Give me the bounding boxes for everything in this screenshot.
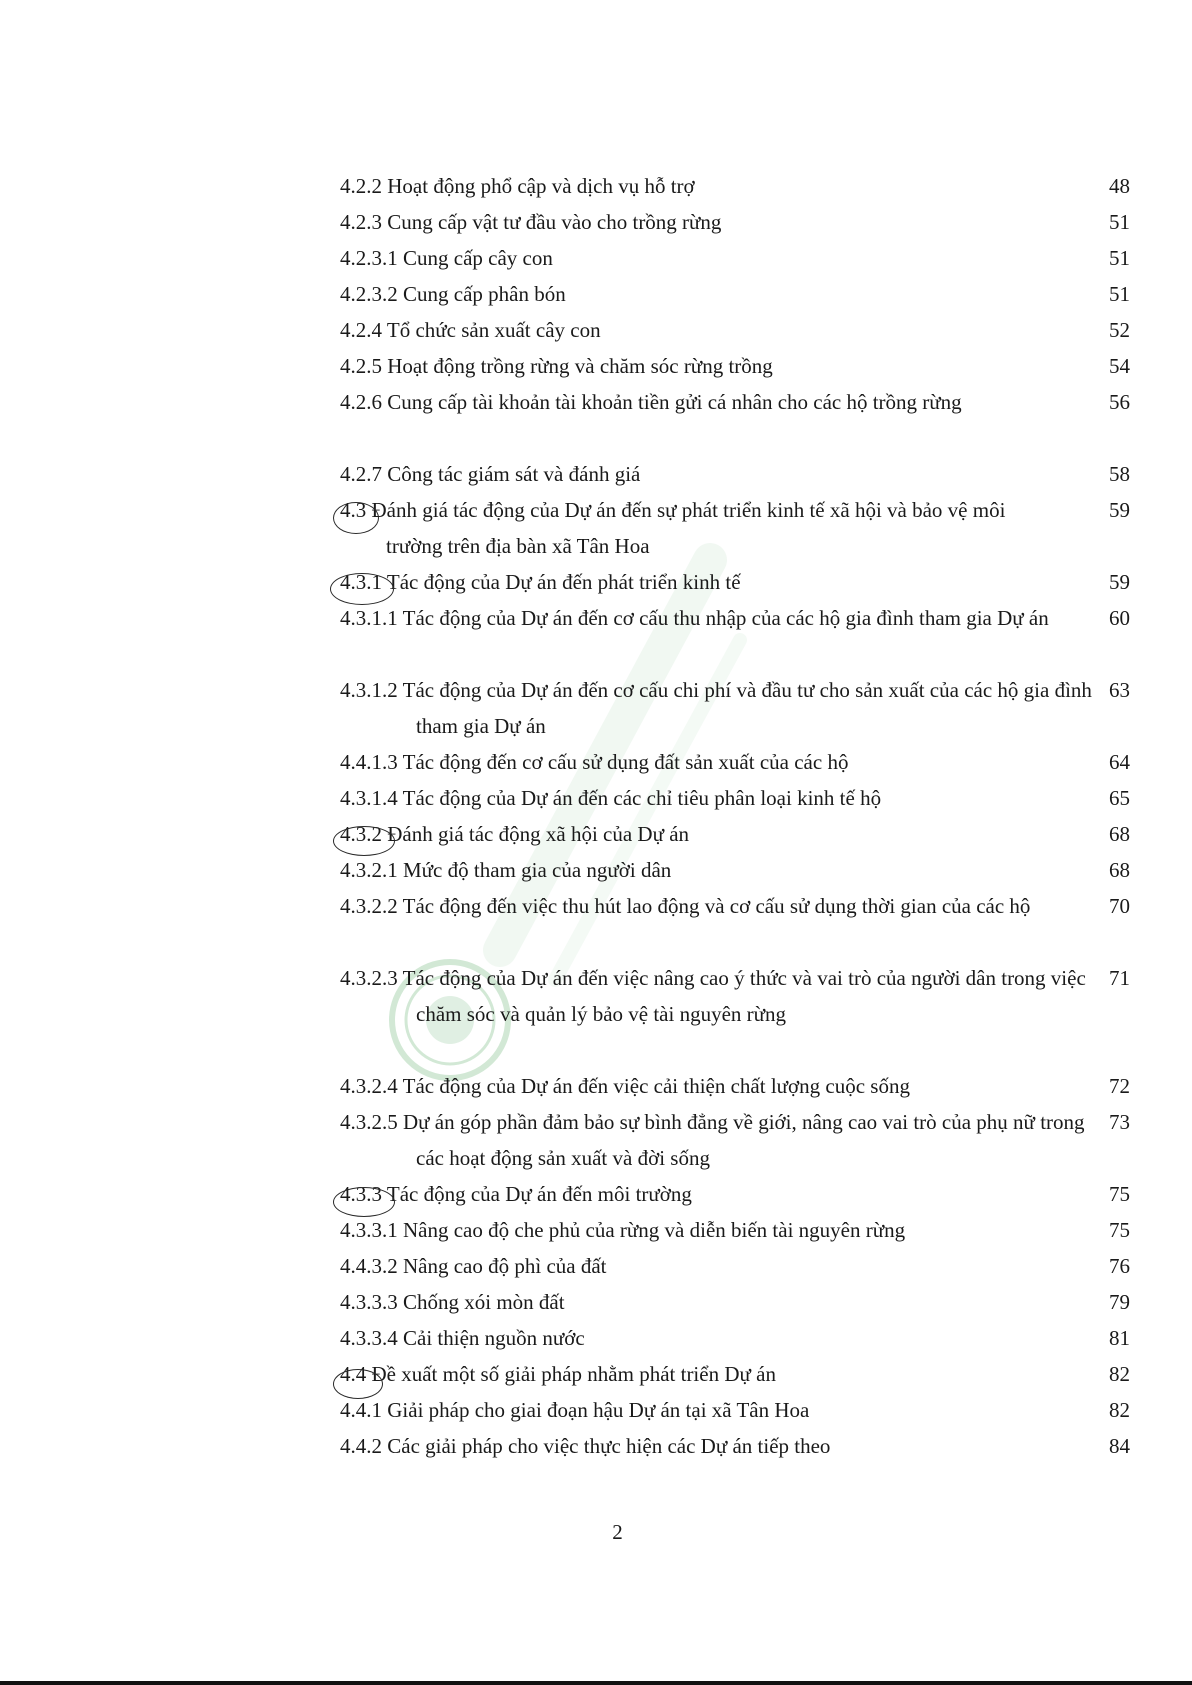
toc-entry-page: 75	[1109, 1182, 1130, 1206]
toc-entry-page: 51	[1109, 210, 1130, 234]
toc-entry-page: 84	[1109, 1434, 1130, 1458]
toc-entry[interactable]	[340, 960, 1130, 1032]
page-number: 2	[612, 1520, 623, 1544]
toc-entry-title: 4.4.2 Các giải pháp cho việc thực hiện các Dự án tiếp theo	[340, 1434, 831, 1458]
toc-entry-title: 4.3.2.3 Tác động của Dự án đến việc nâng cao ý thức và vai trò của người dân trong việc chăm sóc và quản lý bảo vệ tài nguyên rừng	[340, 966, 1086, 1026]
toc-entry-title: 4.3.2 Đánh giá tác động xã hội của Dự án	[340, 822, 690, 846]
toc-entry-title: 4.4.1.3 Tác động đến cơ cấu sử dụng đất sản xuất của các hộ	[340, 750, 849, 774]
toc-entry-title: 4.2.2 Hoạt động phổ cập và dịch vụ hỗ trợ	[340, 174, 695, 198]
toc-entry-page: 51	[1109, 246, 1130, 270]
toc-entry[interactable]	[340, 780, 1130, 816]
toc-entry-page: 82	[1109, 1362, 1130, 1386]
toc-entry[interactable]	[340, 384, 1130, 420]
toc-entry-title: 4.4.1 Giải pháp cho giai đoạn hậu Dự án tại xã Tân Hoa	[340, 1398, 810, 1422]
toc-entry-title: 4.2.4 Tổ chức sản xuất cây con	[340, 318, 601, 342]
toc-entry[interactable]	[340, 1068, 1130, 1104]
toc-entry-title: 4.3.3.3 Chống xói mòn đất	[340, 1290, 565, 1314]
toc-entry[interactable]	[340, 204, 1130, 240]
toc-entry-page: 64	[1109, 750, 1130, 774]
toc-entry[interactable]	[340, 744, 1130, 780]
toc-entry-page: 76	[1109, 1254, 1130, 1278]
toc-entry-title: 4.2.6 Cung cấp tài khoản tài khoản tiền gửi cá nhân cho các hộ trồng rừng	[340, 390, 962, 414]
toc-entry-page: 75	[1109, 1218, 1130, 1242]
toc-entry[interactable]	[340, 600, 1130, 636]
toc-entry-title: 4.3 Đánh giá tác động của Dự án đến sự phát triển kinh tế xã hội và bảo vệ môi trường trên địa bàn xã Tân Hoa	[340, 498, 1006, 558]
toc-entry[interactable]	[340, 1248, 1130, 1284]
toc-entry-title: 4.4 Đề xuất một số giải pháp nhằm phát triển Dự án	[340, 1362, 776, 1386]
toc-entry[interactable]	[340, 1176, 1130, 1212]
toc-entry[interactable]	[340, 1212, 1130, 1248]
toc-entry[interactable]	[340, 1392, 1130, 1428]
toc-entry[interactable]	[340, 1320, 1130, 1356]
toc-entry-page: 73	[1109, 1110, 1130, 1134]
toc-entry[interactable]	[340, 564, 1130, 600]
toc-entry-page: 54	[1109, 354, 1130, 378]
toc-entry-page: 48	[1109, 174, 1130, 198]
toc-entry[interactable]	[340, 276, 1130, 312]
scan-edge	[0, 1681, 1192, 1685]
toc-entry-title: 4.3.2.1 Mức độ tham gia của người dân	[340, 858, 672, 882]
toc-entry-page: 81	[1109, 1326, 1130, 1350]
toc-entry-title: 4.3.1.1 Tác động của Dự án đến cơ cấu thu nhập của các hộ gia đình tham gia Dự án	[340, 606, 1049, 630]
toc-entry[interactable]	[340, 852, 1130, 888]
toc-entry[interactable]	[340, 312, 1130, 348]
toc-entry-page: 68	[1109, 858, 1130, 882]
toc-entry-page: 59	[1109, 570, 1130, 594]
toc-entry-page: 68	[1109, 822, 1130, 846]
toc-entry-title: 4.4.3.2 Nâng cao độ phì của đất	[340, 1254, 607, 1278]
toc-entry-page: 82	[1109, 1398, 1130, 1422]
toc-entry-title: 4.2.7 Công tác giám sát và đánh giá	[340, 462, 641, 486]
toc-entry-page: 52	[1109, 318, 1130, 342]
toc-entry-title: 4.3.2.5 Dự án góp phần đảm bảo sự bình đẳng về giới, nâng cao vai trò của phụ nữ trong các hoạt động sản xuất và đời sống	[340, 1110, 1085, 1170]
toc-entry-page: 70	[1109, 894, 1130, 918]
toc-entry-page: 58	[1109, 462, 1130, 486]
toc-entry-title: 4.3.3.1 Nâng cao độ che phủ của rừng và diễn biến tài nguyên rừng	[340, 1218, 906, 1242]
toc-entry-page: 63	[1109, 678, 1130, 702]
toc-entry-title: 4.3.1.2 Tác động của Dự án đến cơ cấu chi phí và đầu tư cho sản xuất của các hộ gia đình tham gia Dự án	[340, 678, 1092, 738]
toc-entry-title: 4.2.3 Cung cấp vật tư đầu vào cho trồng rừng	[340, 210, 722, 234]
toc-entry-page: 65	[1109, 786, 1130, 810]
toc-entry[interactable]	[340, 816, 1130, 852]
toc-entry-page: 51	[1109, 282, 1130, 306]
toc-entry[interactable]	[340, 168, 1130, 204]
toc-entry-title: 4.3.3 Tác động của Dự án đến môi trường	[340, 1182, 692, 1206]
toc-entry-title: 4.3.3.4 Cải thiện nguồn nước	[340, 1326, 585, 1350]
toc-entry[interactable]	[340, 1428, 1130, 1464]
toc-entry-title: 4.3.2.2 Tác động đến việc thu hút lao động và cơ cấu sử dụng thời gian của các hộ	[340, 894, 1031, 918]
toc-entry-title: 4.3.1 Tác động của Dự án đến phát triển kinh tế	[340, 570, 741, 594]
toc-entry-page: 79	[1109, 1290, 1130, 1314]
toc-entry[interactable]	[340, 1104, 1130, 1176]
toc-entry[interactable]	[340, 240, 1130, 276]
toc-entry-title: 4.2.3.2 Cung cấp phân bón	[340, 282, 566, 306]
toc-entry-title: 4.2.3.1 Cung cấp cây con	[340, 246, 553, 270]
toc-entry[interactable]	[340, 492, 1130, 564]
toc-entry[interactable]	[340, 672, 1130, 744]
toc-entry-title: 4.3.2.4 Tác động của Dự án đến việc cải thiện chất lượng cuộc sống	[340, 1074, 910, 1098]
toc-entry-page: 59	[1109, 498, 1130, 522]
toc-entry[interactable]	[340, 456, 1130, 492]
toc-entry-page: 72	[1109, 1074, 1130, 1098]
toc-entry-page: 56	[1109, 390, 1130, 414]
toc-entry[interactable]	[340, 348, 1130, 384]
toc-entry[interactable]	[340, 1284, 1130, 1320]
toc-entry-title: 4.2.5 Hoạt động trồng rừng và chăm sóc rừng trồng	[340, 354, 773, 378]
toc-entry-page: 60	[1109, 606, 1130, 630]
toc-entry-page: 71	[1109, 966, 1130, 990]
toc-entry-title: 4.3.1.4 Tác động của Dự án đến các chỉ tiêu phân loại kinh tế hộ	[340, 786, 882, 810]
toc-entry[interactable]	[340, 888, 1130, 924]
toc-entry[interactable]	[340, 1356, 1130, 1392]
